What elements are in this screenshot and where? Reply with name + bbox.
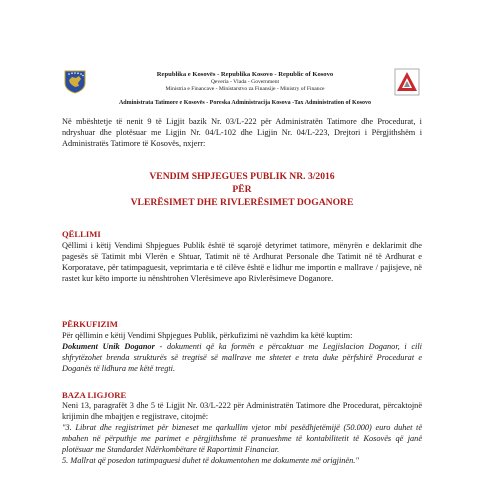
atk-logo-icon	[394, 68, 420, 96]
document-title: VENDIM SHPJEGUES PUBLIK NR. 3/2016	[149, 171, 335, 182]
legal-quote-paragraph-5: 5. Mallrat që posedon tatimpaguesi duhet të dokumentohen me dokumente më origjinën."	[62, 456, 359, 465]
header-line-republic: Republika e Kosovës - Republika Kosovo - Republic of Kosovo	[156, 71, 334, 78]
section-heading-baza-ligjore: BAZA LIGJORE	[62, 390, 127, 400]
section-text-qellimi: Qëllimi i këtij Vendimi Shpjegues Publik është të sqarojë detyrimet tatimore, mënyrën e deklarimit dhe pagesës së Tatimit mbi Vlerën e Shtuar, Tatimit në të Ardhurat Personale dhe Tatimit në të Ardhurat e Korporatave, për tatimpaguesit, veprimtaria e të cilëve është e lidhur me importin e mallrave / pajisjeve, në rastet kur këto importe iu nënshtrohen Vlerësimeve apo Rivlerësimeve Doganore.	[62, 241, 422, 283]
section-heading-perkufizim: PËRKUFIZIM	[62, 319, 118, 329]
section-text-perkufizim	[62, 330, 422, 374]
header-line-tax-administration: Administrata Tatimore e Kosovës - Poreska Administracija Kosova -Tax Administration of Kosovo	[118, 100, 372, 106]
header-line-ministry: Ministria e Financave - Ministarstvo za Finansije - Ministry of Finance	[165, 86, 325, 92]
definition-lead: Për qëllimin e këtij Vendimi Shpjegues Publik, përkufizimi në vazhdim ka këtë kuptim:	[62, 331, 353, 340]
section-text-baza-ligjore	[62, 400, 422, 466]
definition-text: - dokumenti që ka formën e përcaktuar me Legjislacion Doganor, i cili shfrytëzohet brenda strukturës së tregtisë së mallrave me shtetet e treta duke përfshirë Procedurat e Doganës të lidhura me këtë tregti.	[62, 342, 422, 373]
document-title-connector: PËR	[232, 184, 252, 195]
document-subtitle: VLERËSIMET DHE RIVLERËSIMET DOGANORE	[130, 197, 354, 208]
header-line-government: Qeveria - Vlada - Government	[210, 79, 280, 85]
legal-quote-paragraph-3: "3. Librat dhe regjistrimet për bizneset me qarkullim vjetor mbi pesëdhjetëmijë (50.000) euro duhet të mbahen në përputhje me parimet e përgjithshme të pranueshme të kontabilitetit të Kosovës që janë plotësuar me Standardet Ndërkombëtare të Raportimit Financiar.	[62, 423, 422, 454]
definition-term: Dokument Unik Doganor	[62, 342, 155, 351]
legal-basis-lead: Neni 13, paragrafët 3 dhe 5 të Ligjit Nr. 03/L-222 për Administratën Tatimore dhe Procedurat, përcaktojnë krijimin dhe mbajtjen e regjistrave, citojmë:	[62, 401, 422, 421]
kosovo-emblem-icon	[64, 70, 86, 94]
section-heading-qellimi: QËLLIMI	[62, 229, 101, 239]
intro-paragraph: Në mbështetje të nenit 9 të Ligjit bazik Nr. 03/L-222 për Administratën Tatimore dhe Procedurat, i ndryshuar dhe plotësuar me Ligjin Nr. 04/L-102 dhe Ligjin Nr. 04/L-223, Drejtori i Përgjithshëm i Administratës Tatimore të Kosovës, nxjerr:	[62, 117, 422, 148]
